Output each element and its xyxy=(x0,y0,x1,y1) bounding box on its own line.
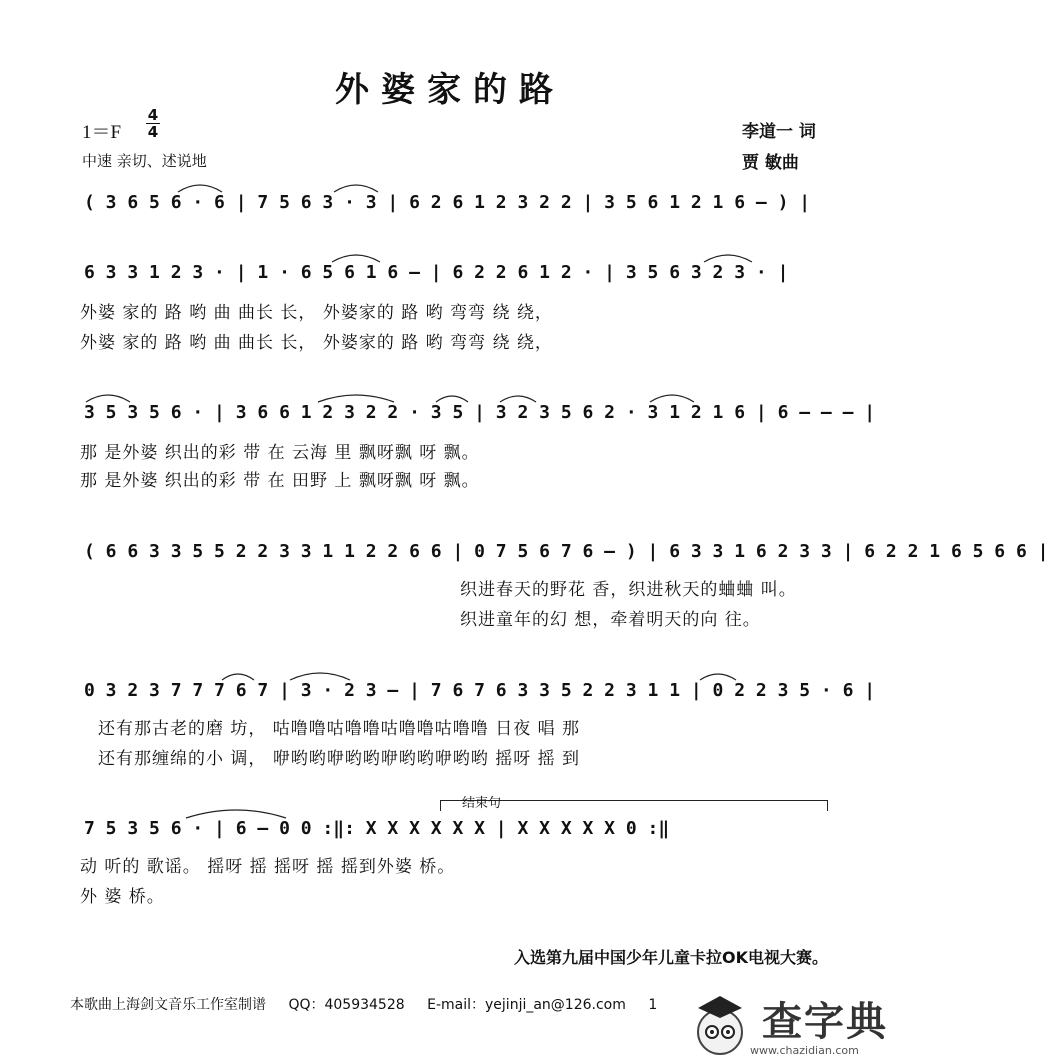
lyric-line-4-verse-2: 织进童年的幻 想，牵着明天的向 往。 xyxy=(460,610,761,630)
slur-arc xyxy=(436,396,468,402)
lyric-line-4-verse-1: 织进春天的野花 香，织进秋天的蛐蛐 叫。 xyxy=(460,580,797,600)
footer xyxy=(70,994,675,1014)
notation-line-1: ( 3 6 5 6 · 6 | 7 5 6 3 · 3 | 6 2 6 1 2 3 2 2 | 3 5 6 1 2 1 6 – ) | xyxy=(84,192,811,213)
lyric-line-2-verse-1: 外婆 家的 路 哟 曲 曲长 长， 外婆家的 路 哟 弯弯 绕 绕， xyxy=(80,303,553,323)
notation-line-5: 0 3 2 3 7 7 7 6 7 | 3 · 2 3 – | 7 6 7 6 3 3 5 2 2 3 1 1 | 0 2 2 3 5 · 6 | xyxy=(84,680,876,701)
lyricist-credit: 李道一 词 xyxy=(742,122,816,142)
watermark-brand: 查字典 xyxy=(762,999,888,1045)
lyric-line-3-verse-1: 那 是外婆 织出的彩 带 在 云海 里 飘呀飘 呀 飘。 xyxy=(80,443,480,463)
watermark-url: www.chazidian.com xyxy=(750,1044,859,1057)
slur-arc xyxy=(290,673,350,680)
lyric-line-5-verse-2: 还有那缠绵的小 调， 咿哟哟咿哟哟咿哟哟咿哟哟 摇呀 摇 到 xyxy=(98,749,581,769)
slur-arc xyxy=(700,674,736,680)
end-section-label: 结束句 xyxy=(462,796,502,811)
contest-note: 入选第九届中国少年儿童卡拉OK电视大赛。 xyxy=(513,948,828,967)
slur-arc xyxy=(332,255,380,262)
lyric-line-2-verse-2: 外婆 家的 路 哟 曲 曲长 长， 外婆家的 路 哟 弯弯 绕 绕， xyxy=(80,333,553,353)
slur-arc xyxy=(500,396,536,402)
slur-arc xyxy=(704,255,752,262)
footer-email: E-mail：yejinji_an@126.com xyxy=(427,997,626,1013)
lyric-line-3-verse-2: 那 是外婆 织出的彩 带 在 田野 上 飘呀飘 呀 飘。 xyxy=(80,471,480,491)
notation-line-3: 3 5 3 5 6 · | 3 6 6 1 2 3 2 2 · 3 5 | 3 2 3 5 6 2 · 3 1 2 1 6 | 6 – – – | xyxy=(84,402,876,423)
notation-line-4: ( 6 6 3 3 5 5 2 2 3 3 1 1 2 2 6 6 | 0 7 5 6 7 6 – ) | 6 3 3 1 6 2 3 3 | 6 2 2 1 6 5 6 6 | xyxy=(84,541,1049,562)
slur-arc xyxy=(178,185,222,192)
lyric-line-6-verse-2: 外 婆 桥。 xyxy=(80,887,165,907)
slur-arc xyxy=(334,185,378,192)
footer-producer: 本歌曲上海剑文音乐工作室制谱 xyxy=(70,997,266,1013)
composer-credit: 贾 敏曲 xyxy=(742,153,799,173)
lyric-line-5-verse-1: 还有那古老的磨 坊， 咕噜噜咕噜噜咕噜噜咕噜噜 日夜 唱 那 xyxy=(98,719,581,739)
tempo-marking: 中速 亲切、述说地 xyxy=(82,152,207,170)
slur-arc xyxy=(186,810,286,818)
notation-line-2: 6 3 3 1 2 3 · | 1 · 6 5 6 1 6 – | 6 2 2 6 1 2 · | 3 5 6 3 2 3 · | xyxy=(84,262,789,283)
time-signature-top: 4 xyxy=(147,106,159,124)
footer-page-number: 1 xyxy=(648,997,658,1013)
lyric-line-6-verse-1: 动 听的 歌谣。 摇呀 摇 摇呀 摇 摇到外婆 桥。 xyxy=(80,857,456,877)
song-title: 外婆家的路 xyxy=(335,70,565,110)
slur-arc xyxy=(86,395,130,402)
slur-arc xyxy=(318,395,394,402)
footer-qq: QQ：405934528 xyxy=(288,997,405,1013)
slur-arc xyxy=(222,674,254,680)
slur-arc xyxy=(650,395,694,402)
time-signature-bottom: 4 xyxy=(147,123,159,141)
notation-line-6: 7 5 3 5 6 · | 6 – 0 0 :‖: X X X X X X | X X X X X 0 :‖ xyxy=(84,818,670,839)
key-signature: 1＝F xyxy=(82,122,122,143)
